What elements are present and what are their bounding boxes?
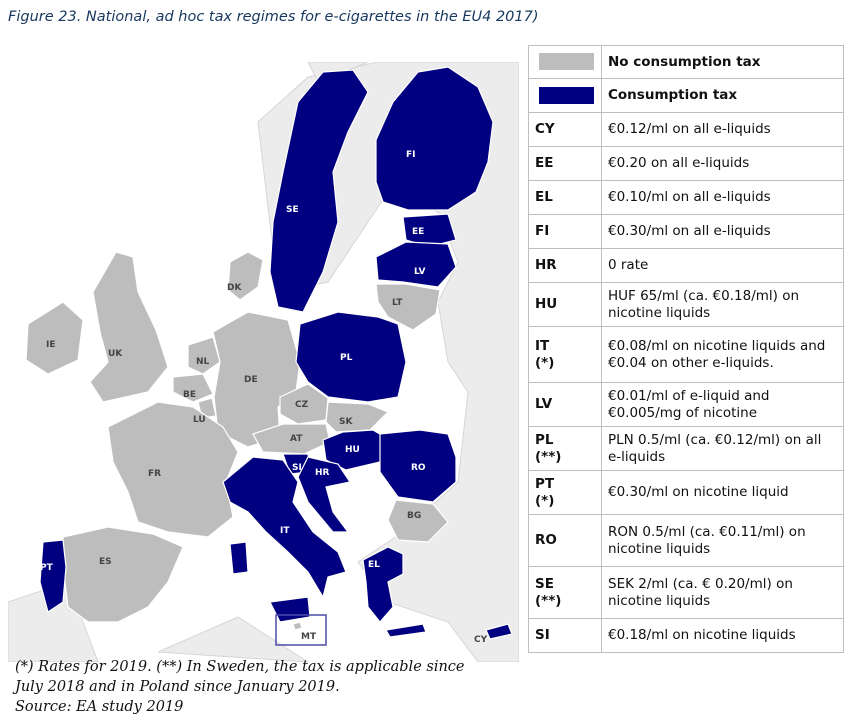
swatch-cell-tax xyxy=(529,79,602,113)
tax-row xyxy=(529,215,844,249)
tax-row xyxy=(529,383,844,427)
country-code-cell xyxy=(529,515,602,567)
country-code-note: (*) xyxy=(535,492,555,509)
country-MT xyxy=(293,622,302,630)
tax-description: HUF 65/ml (ca. €0.18/ml) on nicotine liquids xyxy=(602,283,844,327)
country-code-note: (*) xyxy=(535,354,555,371)
legend-key-tax xyxy=(529,79,844,113)
country-UK xyxy=(90,252,168,402)
country-code: EL xyxy=(535,189,553,205)
label-HU: HU xyxy=(345,445,360,455)
label-UK: UK xyxy=(108,349,123,359)
tax-description: 0 rate xyxy=(602,249,844,283)
label-LU: LU xyxy=(193,415,206,425)
tax-row xyxy=(529,181,844,215)
tax-description: €0.01/ml of e-liquid and €0.005/mg of nicotine xyxy=(602,383,844,427)
footnote-line-2: July 2018 and in Poland since January 2019. xyxy=(15,679,340,695)
tax-row xyxy=(529,471,844,515)
swatch-no-tax xyxy=(539,53,594,70)
tax-row xyxy=(529,619,844,653)
country-code: CY xyxy=(535,121,555,137)
country-code: SI xyxy=(535,627,550,643)
tax-description: €0.30/ml on all e-liquids xyxy=(602,215,844,249)
country-code: IT xyxy=(535,337,550,354)
label-SE: SE xyxy=(286,205,299,215)
label-PL: PL xyxy=(340,353,353,363)
country-code-cell xyxy=(529,283,602,327)
label-MT: MT xyxy=(301,632,317,642)
label-HR: HR xyxy=(315,468,330,478)
label-DK: DK xyxy=(227,283,242,293)
legend-key-no-tax xyxy=(529,46,844,79)
label-CY: CY xyxy=(474,635,488,645)
label-BE: BE xyxy=(183,390,197,400)
tax-description: €0.10/ml on all e-liquids xyxy=(602,181,844,215)
eu-map-svg xyxy=(8,62,519,662)
label-EL: EL xyxy=(368,560,380,570)
label-SI: SI xyxy=(292,463,302,473)
country-code: PL xyxy=(535,431,554,448)
label-EE: EE xyxy=(412,227,425,237)
label-IT: IT xyxy=(280,526,290,536)
tax-row xyxy=(529,327,844,383)
country-EL-crete xyxy=(386,624,426,637)
country-code: SE xyxy=(535,575,554,592)
label-RO: RO xyxy=(411,463,426,473)
tax-row xyxy=(529,427,844,471)
label-IE: IE xyxy=(46,340,56,350)
label-LT: LT xyxy=(392,298,403,308)
country-code-cell xyxy=(529,215,602,249)
footnote-source: Source: EA study 2019 xyxy=(15,699,184,715)
country-code: LV xyxy=(535,396,553,412)
legend-tax-label: Consumption tax xyxy=(602,79,844,113)
tax-row xyxy=(529,147,844,181)
country-IT-sardinia xyxy=(230,542,248,574)
tax-row xyxy=(529,113,844,147)
tax-description: €0.12/ml on all e-liquids xyxy=(602,113,844,147)
tax-row xyxy=(529,283,844,327)
label-SK: SK xyxy=(339,417,353,427)
country-code-cell xyxy=(529,427,602,471)
country-code-cell xyxy=(529,147,602,181)
legend-table xyxy=(528,45,844,653)
tax-row xyxy=(529,249,844,283)
tax-description: PLN 0.5/ml (ca. €0.12/ml) on all e-liquids xyxy=(602,427,844,471)
country-SK xyxy=(326,402,388,432)
tax-description: RON 0.5/ml (ca. €0.11/ml) on nicotine liquids xyxy=(602,515,844,567)
tax-description: €0.30/ml on nicotine liquid xyxy=(602,471,844,515)
legend-no-tax-label: No consumption tax xyxy=(602,46,844,79)
country-code-note: (**) xyxy=(535,592,562,609)
label-FR: FR xyxy=(148,469,162,479)
country-code-cell xyxy=(529,113,602,147)
country-code: FI xyxy=(535,223,550,239)
footnote xyxy=(15,657,515,717)
country-IE xyxy=(26,302,83,374)
tax-description: €0.18/ml on nicotine liquids xyxy=(602,619,844,653)
country-code-cell xyxy=(529,181,602,215)
label-DE: DE xyxy=(244,375,258,385)
label-NL: NL xyxy=(196,357,210,367)
country-code-cell xyxy=(529,327,602,383)
country-code-note: (**) xyxy=(535,448,562,465)
country-code: RO xyxy=(535,532,557,548)
country-LV xyxy=(376,242,456,287)
country-code-cell xyxy=(529,471,602,515)
country-code-cell xyxy=(529,619,602,653)
tax-row xyxy=(529,515,844,567)
country-code: HR xyxy=(535,257,557,273)
country-ES xyxy=(63,527,183,622)
tax-description: €0.20 on all e-liquids xyxy=(602,147,844,181)
country-code-cell xyxy=(529,383,602,427)
label-BG: BG xyxy=(407,511,422,521)
label-PT: PT xyxy=(40,563,53,573)
label-FI: FI xyxy=(406,150,416,160)
tax-description: SEK 2/ml (ca. € 0.20/ml) on nicotine liquids xyxy=(602,567,844,619)
country-code: EE xyxy=(535,155,554,171)
country-code-cell xyxy=(529,249,602,283)
footnote-line-1: (*) Rates for 2019. (**) In Sweden, the tax is applicable since xyxy=(15,659,465,675)
country-code: PT xyxy=(535,475,555,492)
label-CZ: CZ xyxy=(295,400,309,410)
label-AT: AT xyxy=(290,434,303,444)
label-LV: LV xyxy=(414,267,426,277)
label-ES: ES xyxy=(99,557,112,567)
eu-map xyxy=(8,62,519,662)
tax-row xyxy=(529,567,844,619)
figure-title: Figure 23. National, ad hoc tax regimes for e-cigarettes in the EU4 2017) xyxy=(8,9,539,25)
swatch-cell-no-tax xyxy=(529,46,602,79)
country-code-cell xyxy=(529,567,602,619)
swatch-tax xyxy=(539,87,594,104)
tax-description: €0.08/ml on nicotine liquids and €0.04 on other e-liquids. xyxy=(602,327,844,383)
country-code: HU xyxy=(535,296,558,312)
